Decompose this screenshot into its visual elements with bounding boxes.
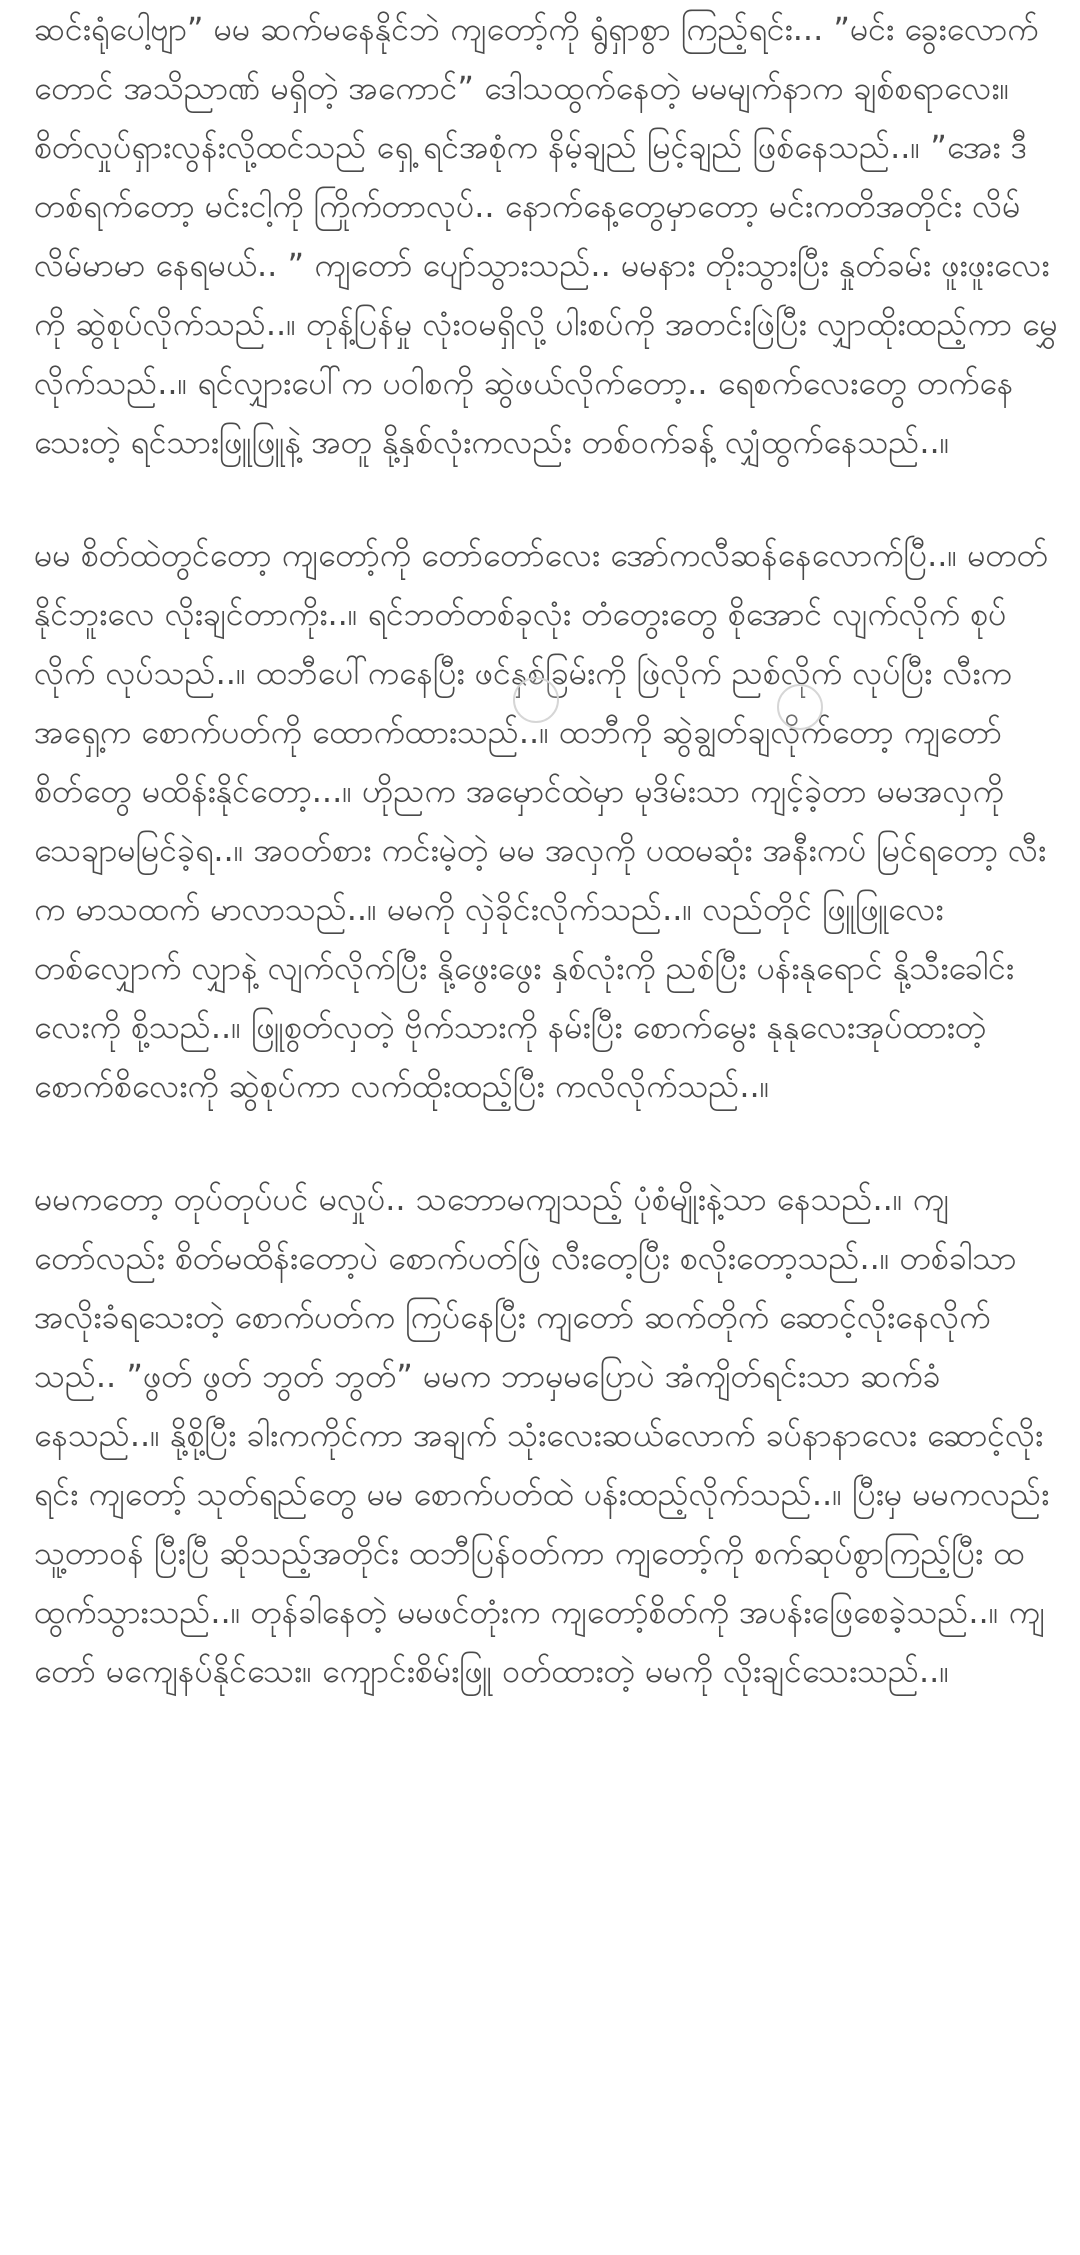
touch-indicator-ring: [513, 677, 559, 723]
story-paragraph-3: မမကတော့ တုပ်တုပ်ပင် မလှုပ်.. သဘောမကျသည့် ပုံစံမျိုးနဲ့သာ နေသည်..။ ကျတော်လည်း စိတ်မထိန်းတော့ပဲ စောက်ပတ်ဖြဲ လီးတေ့ပြီး စလိုးတော့သည်..။ တစ်ခါသာ အလိုးခံရသေးတဲ့ စောက်ပတ်က ကြပ်နေပြီး ကျတော် ဆက်တိုက် ဆောင့်လိုးနေလိုက်သည်.. ”ဖွတ် ဖွတ် ဘွတ် ဘွတ်” မမက ဘာမှမပြောပဲ အံကျိတ်ရင်းသာ ဆက်ခံနေသည်..။ နို့စို့ပြီး ခါးကကိုင်ကာ အချက် သုံးလေးဆယ်လောက် ခပ်နာနာလေး ဆောင့်လိုးရင်း ကျတော့် သုတ်ရည်တွေ မမ စောက်ပတ်ထဲ ပန်းထည့်လိုက်သည်..။ ပြီးမှ မမကလည်း သူ့တာဝန် ပြီးပြီ ဆိုသည့်အတိုင်း ထဘီပြန်ဝတ်ကာ ကျတော့်ကို စက်ဆုပ်စွာကြည့်ပြီး ထထွက်သွားသည်..။ တုန်ခါနေတဲ့ မမဖင်တုံးက ကျတော့်စိတ်ကို အပန်းဖြေစေခဲ့သည်..။ ကျတော် မကျေနပ်နိုင်သေး။ ကျောင်းစိမ်းဖြူ ဝတ်ထားတဲ့ မမကို လိုးချင်သေးသည်..။: [34, 1180, 1050, 1690]
story-paragraph-1: ဆင်းရုံပေါ့ဗျာ” မမ ဆက်မနေနိုင်ဘဲ ကျတော့်ကို ရွံရှာစွာ ကြည့်ရင်း... ”မင်း ခွေးလောက်တောင် အသိညာဏ် မရှိတဲ့ အကောင်” ဒေါသထွက်နေတဲ့ မမမျက်နာက ချစ်စရာလေး။ စိတ်လှုပ်ရှားလွန်းလို့ထင်သည် ရှေ့ ရင်အစုံက နိမ့်ချည် မြင့်ချည် ဖြစ်နေသည်..။ ”အေး ဒီတစ်ရက်တော့ မင်းငါ့ကို ကြိုက်တာလုပ်.. နောက်နေ့တွေမှာတော့ မင်းကတိအတိုင်း လိမ်လိမ်မာမာ နေရမယ်.. ” ကျတော် ပျော်သွားသည်.. မမနား တိုးသွားပြီး နှုတ်ခမ်း ဖူးဖူးလေးကို ဆွဲစုပ်လိုက်သည်..။ တုန့်ပြန်မှု လုံးဝမရှိလို့ ပါးစပ်ကို အတင်းဖြဲပြီး လျှာထိုးထည့်ကာ မွှေလိုက်သည်..။ ရင်လျှားပေါ်က ပဝါစကို ဆွဲဖယ်လိုက်တော့.. ရေစက်လေးတွေ တက်နေသေးတဲ့ ရင်သားဖြူဖြူနဲ့ အတူ နို့နှစ်လုံးကလည်း တစ်ဝက်ခန့် လျှံထွက်နေသည်..။: [34, 10, 1058, 461]
touch-indicator-ring: [777, 684, 823, 730]
story-paragraph-2: မမ စိတ်ထဲတွင်တော့ ကျတော့်ကို တော်တော်လေး အော်ကလီဆန်နေလောက်ပြီ..။ မတတ်နိုင်ဘူးလေ လိုးချင်တာကိုး..။ ရင်ဘတ်တစ်ခုလုံး တံတွေးတွေ စိုအောင် လျက်လိုက် စုပ်လိုက် လုပ်သည်..။ ထဘီပေါ်ကနေပြီး ဖင်နှစ်ခြမ်းကို ဖြဲလိုက် ညစ်လိုက် လုပ်ပြီး လီးက အရှေ့က စောက်ပတ်ကို ထောက်ထားသည်..။ ထဘီကို ဆွဲချွတ်ချလိုက်တော့ ကျတော် စိတ်တွေ မထိန်းနိုင်တော့...။ ဟိုညက အမှောင်ထဲမှာ မုဒိမ်းသာ ကျင့်ခဲ့တာ မမအလှကို သေချာမမြင်ခဲ့ရ..။ အဝတ်စား ကင်းမဲ့တဲ့ မမ အလှကို ပထမဆုံး အနီးကပ် မြင်ရတော့ လီးက မာသထက် မာလာသည်..။ မမကို လှဲခိုင်းလိုက်သည်..။ လည်တိုင် ဖြူဖြူလေး တစ်လျှောက် လျှာနဲ့ လျက်လိုက်ပြီး နို့ဖွေးဖွေး နှစ်လုံးကို ညစ်ပြီး ပန်းနုရောင် နို့သီးခေါင်းလေးကို စို့သည်..။ ဖြူစွတ်လှတဲ့ ဗိုက်သားကို နမ်းပြီး စောက်မွေး နုနုလေးအုပ်ထားတဲ့ စောက်စိလေးကို ဆွဲစုပ်ကာ လက်ထိုးထည့်ပြီး ကလိလိုက်သည်..။: [34, 536, 1048, 1105]
